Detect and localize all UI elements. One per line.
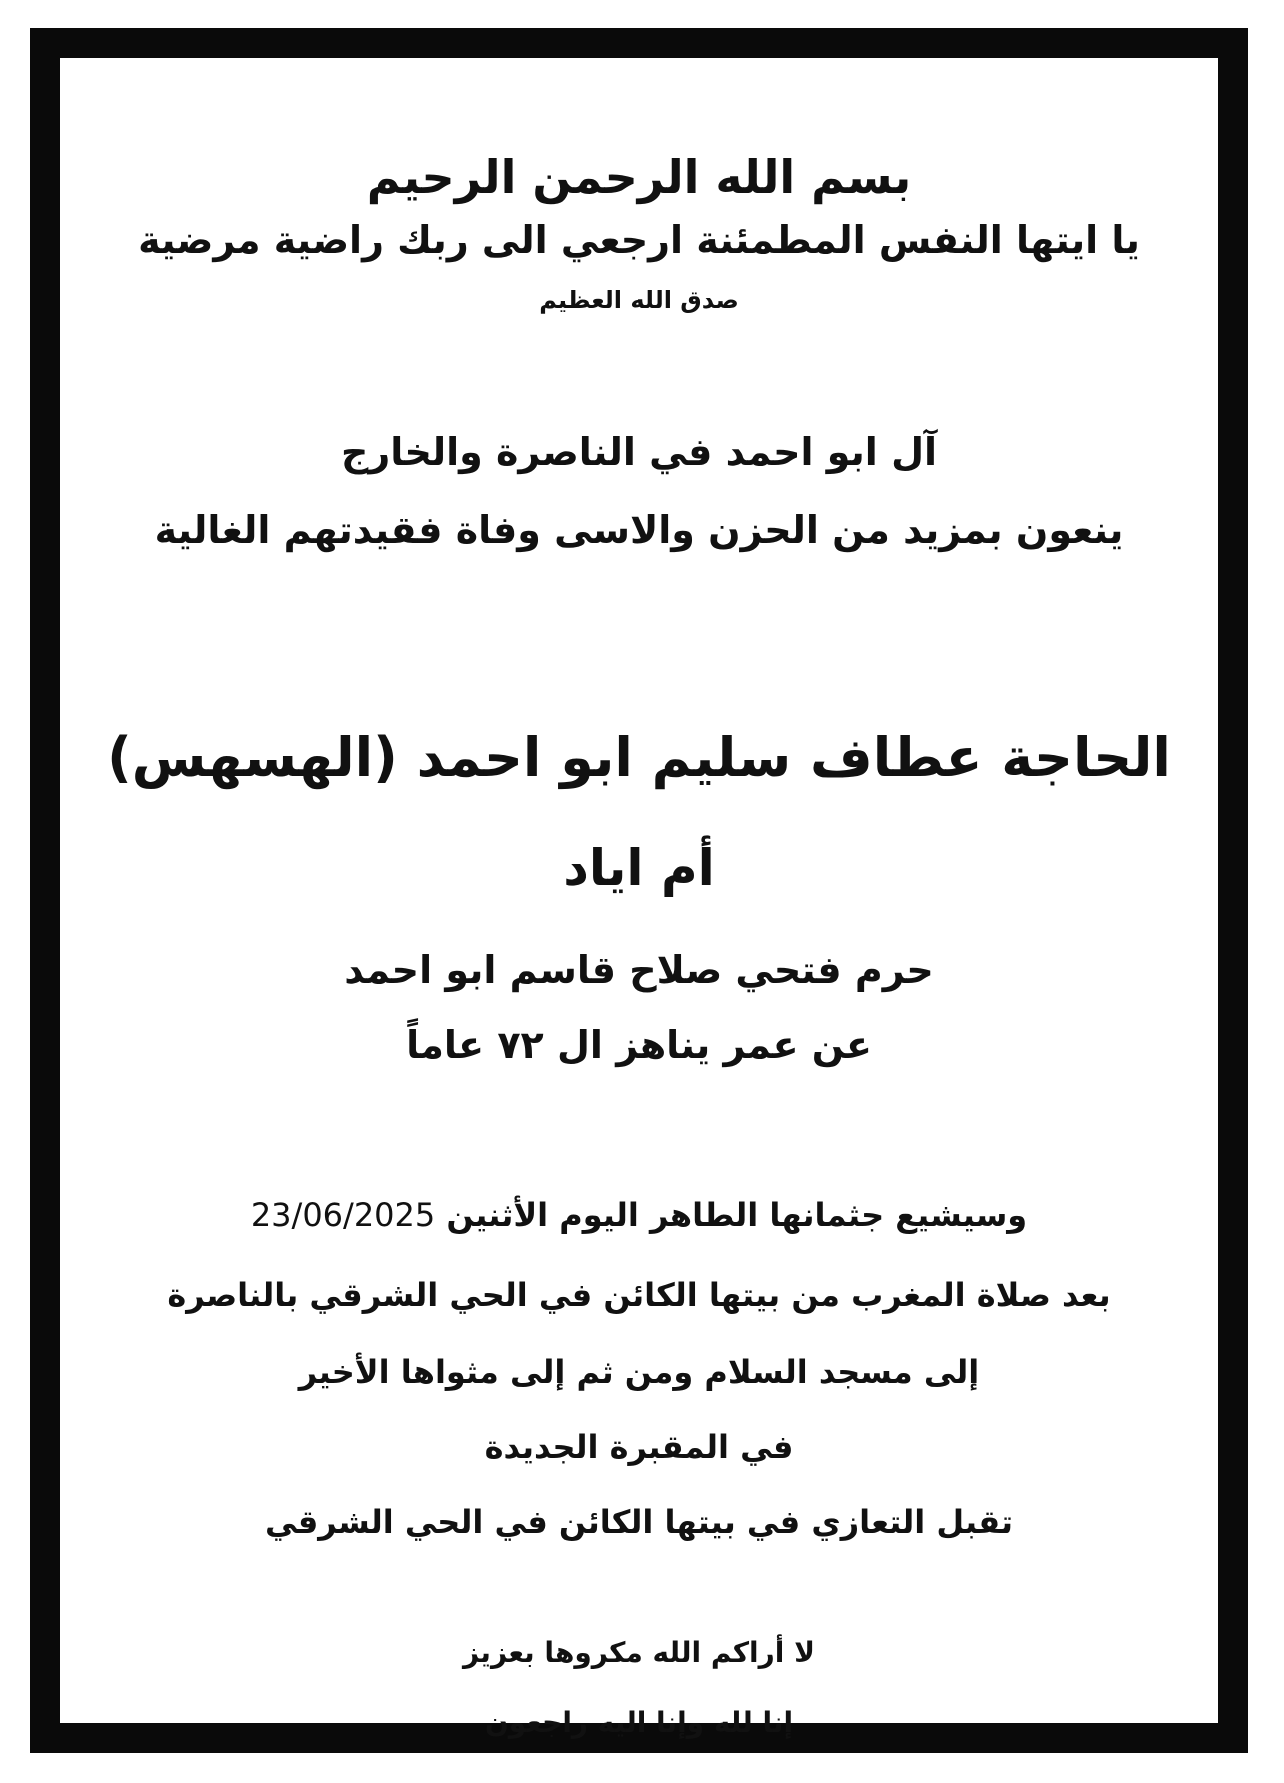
- deceased-name: الحاجة عطاف سليم ابو احمد (الهسهس): [107, 726, 1171, 789]
- funeral-cemetery-line: في المقبرة الجديدة: [484, 1428, 794, 1466]
- condolences-line: تقبل التعازي في بيتها الكائن في الحي الشرقي: [264, 1503, 1014, 1541]
- funeral-prayer-line: بعد صلاة المغرب من بيتها الكائن في الحي الشرقي بالناصرة: [167, 1276, 1111, 1314]
- closing-line-2: إنا لله وإنا اليه راجعون: [484, 1706, 794, 1739]
- age-line: عن عمر يناهز ال ٧٢ عاماً: [406, 1023, 872, 1067]
- funeral-date: 23/06/2025: [250, 1196, 436, 1234]
- mourning-line: ينعون بمزيد من الحزن والاسى وفاة فقيدتهم الغالية: [154, 508, 1124, 552]
- funeral-mosque-line: إلى مسجد السلام ومن ثم إلى مثواها الأخير: [298, 1353, 980, 1391]
- obituary-frame: [30, 28, 1248, 1753]
- sadaq-line: صدق الله العظيم: [539, 286, 739, 314]
- deceased-kunya: أم اياد: [563, 839, 715, 897]
- funeral-date-line: [100, 1196, 1178, 1234]
- quran-verse: يا ايتها النفس المطمئنة ارجعي الى ربك راضية مرضية: [138, 218, 1140, 262]
- bismillah-heading: بسم الله الرحمن الرحيم: [366, 150, 912, 204]
- wife-of-line: حرم فتحي صلاح قاسم ابو احمد: [344, 948, 934, 992]
- funeral-text: وسيشيع جثمانها الطاهر اليوم الأثنين: [446, 1196, 1028, 1234]
- family-line: آل ابو احمد في الناصرة والخارج: [340, 430, 938, 474]
- closing-line-1: لا أراكم الله مكروها بعزيز: [463, 1636, 815, 1669]
